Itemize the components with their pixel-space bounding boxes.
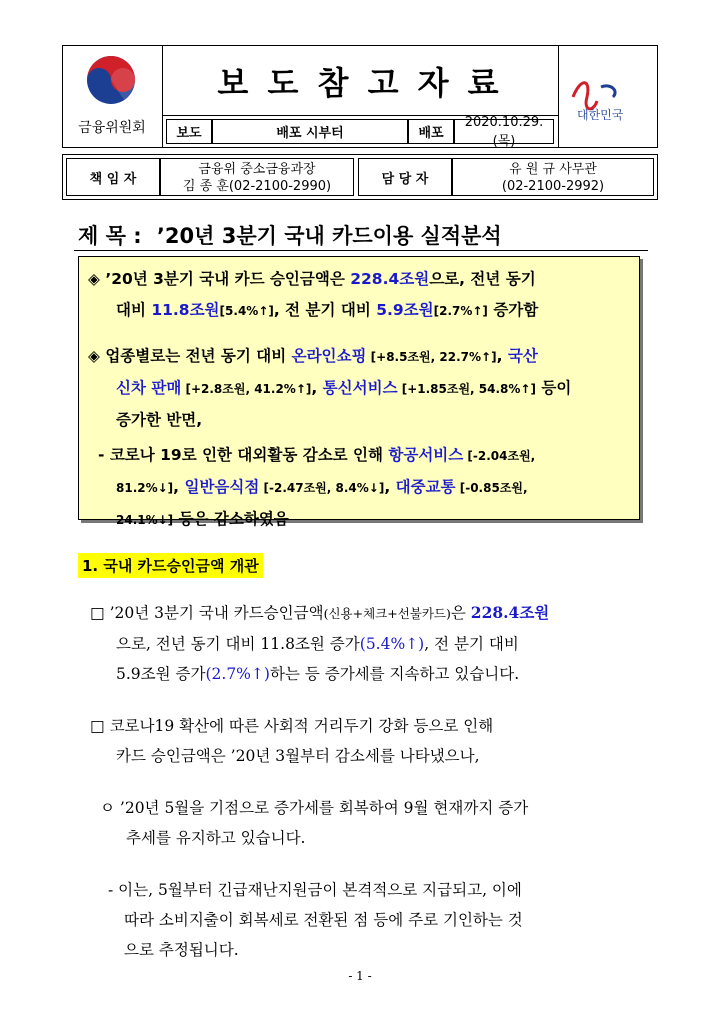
page-number: - 1 -	[348, 969, 372, 983]
subject-text: ’20년 3분기 국내 카드이용 실적분석	[156, 224, 502, 248]
slogan-emblem-icon	[567, 67, 653, 127]
summary-item-2-line-2: 신차 판매 [+2.8조원, 41.2%↑], 통신서비스 [+1.85조원, 54.8%↑] 등이	[116, 379, 572, 397]
distribute-label: 배포	[408, 119, 454, 144]
body-para-1-line-2: 으로, 전년 동기 대비 11.8조원 증가(5.4%↑), 전 분기 대비	[116, 635, 519, 653]
subject-label: 제 목 :	[78, 224, 142, 248]
body-para-1-line-1: □ ’20년 3분기 국내 카드승인금액(신용+체크+선불카드)은 228.4조원	[90, 603, 550, 622]
staff-name: 유 원 규 사무관	[509, 162, 597, 177]
section-1-heading: 1. 국내 카드승인금액 개관	[78, 553, 263, 578]
release-value: 배포 시부터	[212, 119, 408, 144]
subject-underline	[74, 250, 648, 251]
summary-item-3-line-3: 24.1%↓] 등은 감소하였음	[116, 510, 289, 528]
subject-line	[78, 220, 502, 250]
body-para-1-line-3: 5.9조원 증가(2.7%↑)하는 등 증가세를 지속하고 있습니다.	[116, 665, 520, 683]
body-para-2-line-2: 카드 승인금액은 ’20년 3월부터 감소세를 나타냈으나,	[116, 747, 480, 765]
slogan-logo	[558, 45, 659, 148]
summary-item-3-line-2: 81.2%↓], 일반음식점 [-2.47조원, 8.4%↓], 대중교통 [-0.85조원,	[116, 478, 528, 496]
summary-content	[88, 264, 636, 536]
staff-phone: (02-2100-2992)	[501, 179, 605, 194]
summary-item-3-line-1: - 코로나 19로 인한 대외활동 감소로 인해 항공서비스 [-2.04조원,	[98, 446, 536, 464]
agency-name: 금융위원회	[78, 120, 146, 136]
release-label: 보도	[166, 119, 212, 144]
page-title: 보 도 참 고 자 료	[217, 64, 503, 102]
body-para-3-line-1: ㅇ ’20년 5월을 기점으로 증가세를 회복하여 9월 현재까지 증가	[100, 799, 529, 817]
body-para-4-line-2: 따라 소비지출이 회복세로 전환된 점 등에 주로 기인하는 것	[124, 911, 523, 929]
summary-item-2-line-3: 증가한 반면,	[116, 411, 203, 429]
body-para-4-line-3: 으로 추정됩니다.	[124, 941, 239, 959]
svg-text:대한민국: 대한민국	[577, 108, 624, 122]
body-para-2-line-1: □ 코로나19 확산에 따른 사회적 거리두기 강화 등으로 인해	[90, 717, 494, 735]
summary-item-2-line-1: ◈ 업종별로는 전년 동기 대비 온라인쇼핑 [+8.5조원, 22.7%↑], 국산	[88, 347, 538, 365]
body-para-4-line-1: - 이는, 5월부터 긴급재난지원금이 본격적으로 지급되고, 이에	[108, 881, 522, 899]
government-emblem-icon	[86, 55, 136, 105]
responsible-name-phone: 김 종 훈(02-2100-2990)	[182, 179, 332, 194]
body-content	[90, 598, 650, 965]
responsible-info	[160, 158, 354, 196]
logo-cell	[62, 45, 163, 148]
body-para-3-line-2: 추세를 유지하고 있습니다.	[126, 829, 306, 847]
responsible-dept: 금융위 중소금융과장	[198, 162, 316, 177]
summary-item-1-line-1: ◈ ’20년 3분기 국내 카드 승인금액은 228.4조원으로, 전년 동기	[88, 270, 536, 288]
staff-label: 담 당 자	[358, 158, 452, 196]
distribute-date: 2020.10.29.(목)	[454, 119, 554, 144]
staff-info	[452, 158, 654, 196]
responsible-label: 책 임 자	[66, 158, 160, 196]
summary-item-1-line-2: 대비 11.8조원[5.4%↑], 전 분기 대비 5.9조원[2.7%↑] 증가함	[116, 301, 539, 319]
